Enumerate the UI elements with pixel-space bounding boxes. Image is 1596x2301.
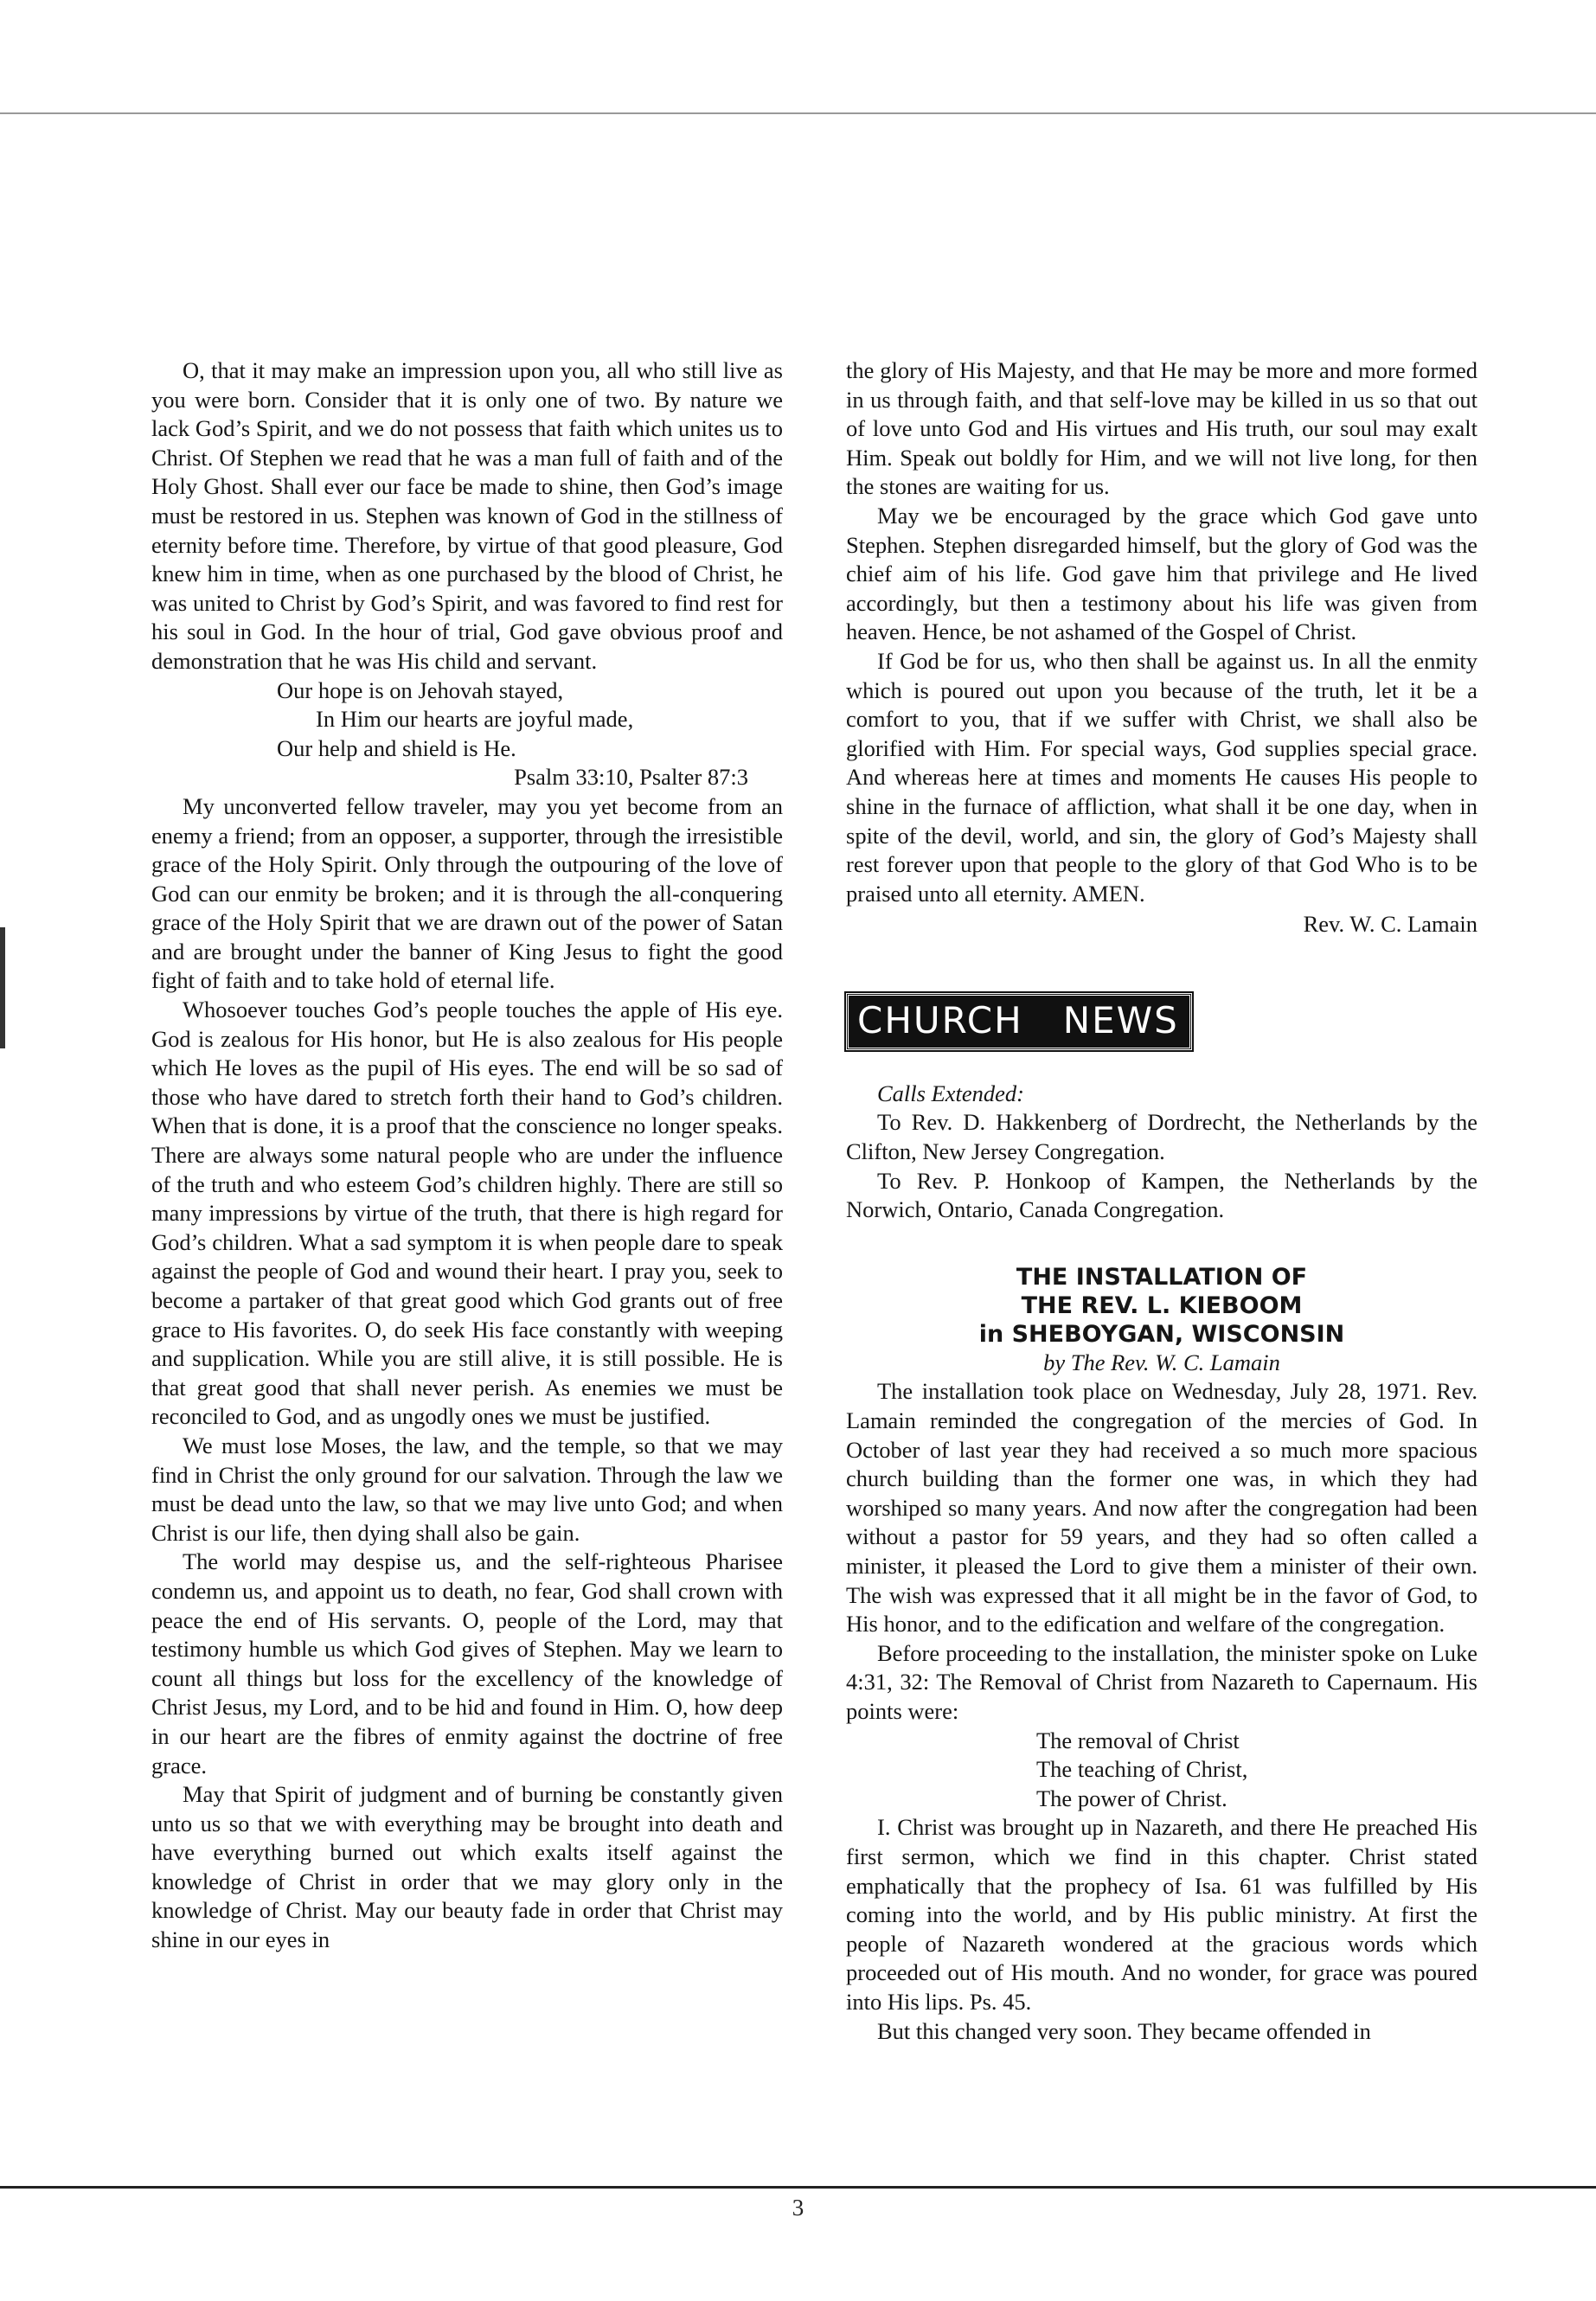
signature: Rev. W. C. Lamain	[1303, 911, 1477, 938]
hymn-verse	[277, 676, 783, 764]
paragraph: If God be for us, who then shall be against us. In all the enmity which is poured out upon you because of the truth, let it be a comfort to you, that if we suffer with Christ, we shall also be glorified with Him. For special ways, God supplies special grace. And whereas here at times and moments He causes His people to shine in the furnace of affliction, what shall it be one day, when in spite of the devil, world, and sin, the glory of God’s Majesty shall rest forever upon that people to the glory of that God Who is to be praised unto all eternity. AMEN.	[846, 647, 1477, 907]
byline: by The Rev. W. C. Lamain	[1043, 1349, 1280, 1375]
verse-line: Our help and shield is He.	[277, 734, 516, 761]
call-item: To Rev. P. Honkoop of Kampen, the Netherlands by the Norwich, Ontario, Canada Congregation.	[846, 1167, 1477, 1223]
calls-extended-label: Calls Extended:	[877, 1080, 1024, 1106]
page-number: 3	[792, 2195, 804, 2221]
paragraph: May we be encouraged by the grace which God gave unto Stephen. Stephen disregarded himself, but the glory of God was the chief aim of his life. God gave him that privilege and He lived accordingly, but then a testimony about his life was given from heaven. Hence, be not ashamed of the Gospel of Christ.	[846, 502, 1477, 645]
verse-line: In Him our hearts are joyful made,	[316, 706, 634, 733]
paragraph: But this changed very soon. They became offended in	[877, 2017, 1371, 2044]
verse-reference: Psalm 33:10, Psalter 87:3	[514, 764, 748, 791]
church-news-banner: CHURCH NEWS	[846, 993, 1192, 1050]
paragraph: My unconverted fellow traveler, may you yet become from an enemy a friend; from an opposer, a supporter, through the irresistible grace of the Holy Spirit. Only through the outpouring of the love of God can our enmity be broken; and it is through the all-conquering grace of the Holy Spirit that we are drawn out of the power of Satan and are brought under the banner of King Jesus to fight the good fight of faith and to take hold of eternal life.	[151, 792, 783, 994]
sermon-point: The power of Christ.	[1036, 1785, 1227, 1811]
sermon-point: The teaching of Christ,	[1036, 1756, 1248, 1783]
paragraph: Before proceeding to the installation, the minister spoke on Luke 4:31, 32: The Removal of Christ from Nazareth to Capernaum. His points were:	[846, 1639, 1477, 1724]
heading-line: THE INSTALLATION OF	[1016, 1263, 1308, 1291]
sermon-points	[1036, 1727, 1477, 1814]
page	[0, 112, 1596, 2221]
sermon-point: The removal of Christ	[1036, 1727, 1240, 1753]
heading-line: THE REV. L. KIEBOOM	[1021, 1292, 1303, 1319]
left-column	[151, 356, 783, 1955]
paragraph: We must lose Moses, the law, and the temple, so that we may find in Christ the only ground for our salvation. Through the law we must be dead unto the law, so that we may live unto God; and when Christ is our life, then dying shall also be gain.	[151, 1432, 783, 1546]
right-column	[846, 356, 1477, 2046]
paragraph: The world may despise us, and the self-righteous Pharisee condemn us, and appoint us to death, no fear, God shall crown with peace the end of His servants. O, people of the Lord, may that testimony humble us which God gives of Stephen. May we learn to count all things but loss for the excellency of the knowledge of Christ Jesus, my Lord, and to be hid and found in Him. O, how deep in our heart are the fibres of enmity against the doctrine of free grace.	[151, 1548, 783, 1779]
heading-line: in SHEBOYGAN, WISCONSIN	[978, 1320, 1345, 1348]
paragraph: O, that it may make an impression upon you, all who still live as you were born. Consider that it is only one of two. By nature we lack God’s Spirit, and we do not possess that faith which unites us to Christ. Of Stephen we read that he was a man full of faith and of the Holy Ghost. Shall ever our face be made to shine, then God’s image must be restored in us. Stephen was known of God in the stillness of eternity before time. Therefore, by virtue of that good pleasure, God knew him in time, when as one purchased by the blood of Christ, he was united to Christ by God’s Spirit, and was favored to find rest for his soul in God. In the hour of trial, God gave obvious proof and demonstration that he was His child and servant.	[151, 357, 783, 674]
scan-edge-mark	[0, 927, 5, 1048]
paragraph: May that Spirit of judgment and of burning be constantly given unto us so that we with everything may be brought into death and have everything burned out which exalts itself against the knowledge of Christ in order that we may glory only in the knowledge of Christ. May our beauty fade in order that Christ may shine in our eyes in	[151, 1781, 783, 1953]
verse-line: Our hope is on Jehovah stayed,	[277, 676, 564, 703]
article-heading	[846, 1263, 1477, 1349]
paragraph: the glory of His Majesty, and that He may be more and more formed in us through faith, and that self-love may be killed in us so that out of love unto God and His virtues and His truth, our soul may exalt Him. Speak out boldly for Him, and we will not live long, for then the stones are waiting for us.	[846, 357, 1477, 500]
paragraph: I. Christ was brought up in Nazareth, and there He preached His first sermon, which we find in this chapter. Christ stated emphatically that the prophecy of Isa. 61 was fulfilled by His coming into the world, and by His public ministry. At first the people of Nazareth wondered at the gracious words which proceeded out of His mouth. And no wonder, for grace was poured into His lips. Ps. 45.	[846, 1814, 1477, 2015]
paragraph: Whosoever touches God’s people touches the apple of His eye. God is zealous for His honor, but He is also zealous for His people which He loves as the pupil of His eyes. The end will be so sad of those who have dared to stretch forth their hand to God’s children. When that is done, it is a proof that the conscience no longer speaks. There are always some natural people who are under the influence of the truth and who esteem God’s children highly. There are still so many impressions by virtue of the truth, that there is high regard for God’s children. What a sad symptom it is when people dare to speak against the people of God and wound their heart. I pray you, seek to become a partaker of that great good which God grants out of free grace to His favorites. O, do seek His face constantly with weeping and supplication. While you are still alive, it is still possible. He is that great good that shall never perish. As enemies we must be reconciled to God, and as ungodly ones we must be justified.	[151, 997, 783, 1430]
paragraph: The installation took place on Wednesday, July 28, 1971. Rev. Lamain reminded the congregation of the mercies of God. In October of last year they had received a so much more spacious church building than the former one was, in which they had worshiped so many years. And now after the congregation had been without a pastor for 59 years, and they had so often called a minister, it pleased the Lord to give them a minister of their own. The wish was expressed that it all might be in the favor of God, to His honor, and to the edification and welfare of the congregation.	[846, 1378, 1477, 1638]
call-item: To Rev. D. Hakkenberg of Dordrecht, the Netherlands by the Clifton, New Jersey Congregation.	[846, 1109, 1477, 1165]
